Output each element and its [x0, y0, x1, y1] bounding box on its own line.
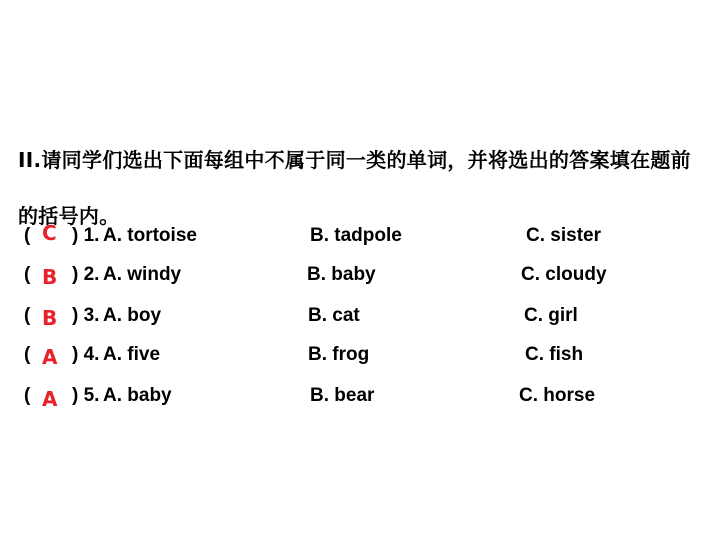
- open-paren: (: [24, 225, 31, 246]
- option-c: C. horse: [519, 385, 596, 406]
- question-row-2: [0, 264, 720, 294]
- option-a: A. boy: [103, 305, 162, 326]
- option-b: B. baby: [307, 264, 376, 285]
- question-number: ) 2.: [72, 264, 100, 285]
- question-row-4: [0, 344, 720, 374]
- question-number: ) 3.: [72, 305, 100, 326]
- option-a: A. windy: [103, 264, 182, 285]
- answer-letter: A: [42, 345, 58, 369]
- option-c: C. girl: [524, 305, 578, 326]
- option-b: B. cat: [308, 305, 360, 326]
- option-b: B. tadpole: [310, 225, 402, 246]
- question-number: ) 5.: [72, 385, 100, 406]
- question-row-5: [0, 385, 720, 415]
- answer-letter: C: [42, 221, 57, 245]
- option-a: A. baby: [103, 385, 172, 406]
- answer-letter: B: [42, 265, 58, 289]
- open-paren: (: [24, 305, 31, 326]
- option-a: A. tortoise: [103, 225, 197, 246]
- question-row-1: [0, 221, 720, 255]
- option-c: C. sister: [526, 225, 601, 246]
- option-b: B. frog: [308, 344, 370, 365]
- open-paren: (: [24, 344, 31, 365]
- open-paren: (: [24, 385, 31, 406]
- answer-letter: B: [42, 306, 58, 330]
- answer-letter: A: [42, 387, 58, 411]
- open-paren: (: [24, 264, 31, 285]
- option-a: A. five: [103, 344, 161, 365]
- question-row-3: [0, 305, 720, 335]
- instruction-text: II.请同学们选出下面每组中不属于同一类的单词，并将选出的答案填在题前的括号内。: [18, 148, 691, 228]
- option-c: C. cloudy: [521, 264, 607, 285]
- option-c: C. fish: [525, 344, 584, 365]
- option-b: B. bear: [310, 385, 375, 406]
- question-number: ) 1.: [72, 225, 100, 246]
- question-number: ) 4.: [72, 344, 100, 365]
